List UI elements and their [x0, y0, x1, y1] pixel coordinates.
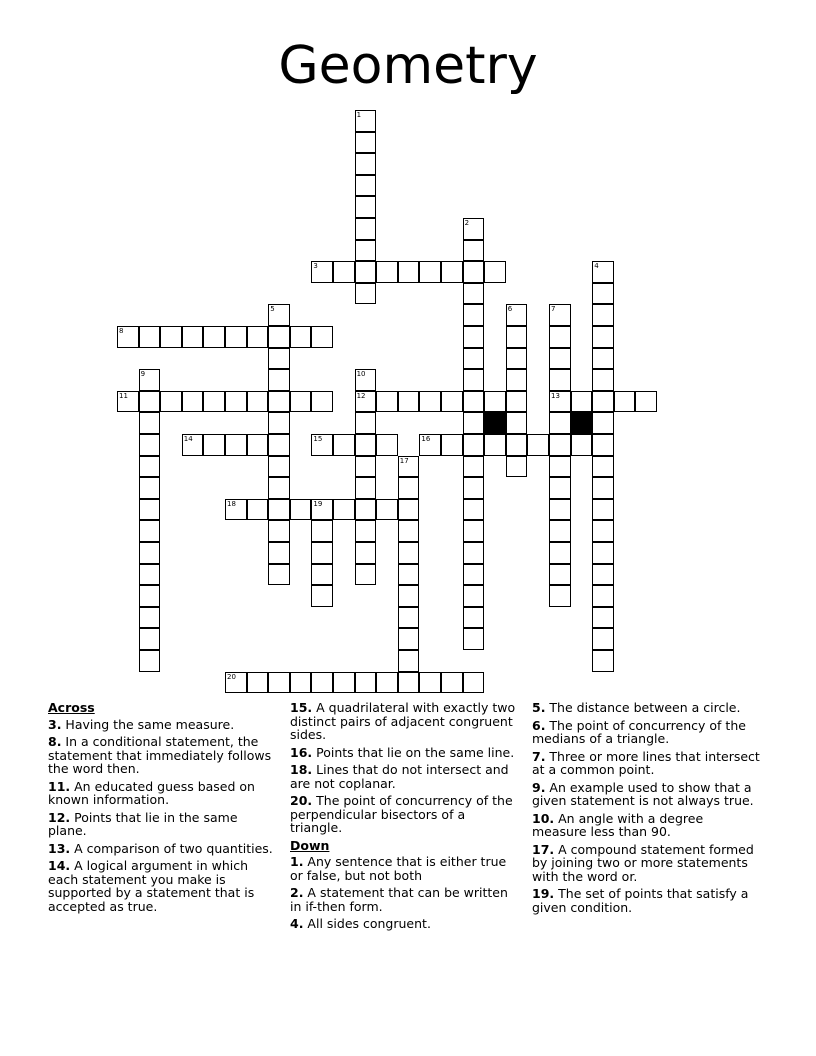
- across-clue-list: [48, 718, 276, 914]
- grid-cell[interactable]: [225, 499, 247, 521]
- down-clue-list-continued: [532, 701, 760, 914]
- grid-cell[interactable]: [635, 391, 657, 413]
- grid-cell[interactable]: [398, 520, 420, 542]
- grid-cell[interactable]: [355, 672, 377, 694]
- grid-cell[interactable]: [441, 391, 463, 413]
- clue-number: 2: [464, 219, 470, 227]
- grid-cell[interactable]: [311, 434, 333, 456]
- grid-cell[interactable]: [311, 391, 333, 413]
- grid-cell[interactable]: [463, 477, 485, 499]
- grid-cell[interactable]: [139, 391, 161, 413]
- clue-text: Points that lie in the same plane.: [48, 809, 238, 838]
- grid-cell[interactable]: [463, 542, 485, 564]
- clue-number-label: 12.: [48, 809, 71, 825]
- grid-cell[interactable]: [203, 434, 225, 456]
- grid-cell[interactable]: [463, 672, 485, 694]
- grid-cell[interactable]: [549, 456, 571, 478]
- grid-cell[interactable]: [203, 326, 225, 348]
- clue-text: All sides congruent.: [303, 916, 431, 931]
- clue: [290, 794, 518, 835]
- grid-cell[interactable]: [463, 218, 485, 240]
- clue-text: An example used to show that a given statement is not always true.: [532, 779, 754, 808]
- clue-text: A statement that can be written in if-then form.: [290, 885, 508, 914]
- grid-cell[interactable]: [290, 672, 312, 694]
- grid-cell[interactable]: [160, 326, 182, 348]
- grid-cell[interactable]: [549, 326, 571, 348]
- grid-cell[interactable]: [268, 326, 290, 348]
- grid-cell[interactable]: [463, 326, 485, 348]
- grid-cell[interactable]: [376, 499, 398, 521]
- grid-cell[interactable]: [506, 304, 528, 326]
- grid-cell[interactable]: [182, 391, 204, 413]
- clue-number: 5: [270, 305, 275, 314]
- clue: [532, 781, 760, 808]
- grid-cell[interactable]: [355, 412, 377, 434]
- grid-cell[interactable]: [484, 391, 506, 413]
- grid-cell[interactable]: [182, 326, 204, 348]
- clue-text: A quadrilateral with exactly two distinct pairs of adjacent congruent sides.: [290, 700, 516, 742]
- grid-cell[interactable]: [398, 650, 420, 672]
- clue-number: 15: [313, 435, 323, 443]
- grid-cell[interactable]: [506, 391, 528, 413]
- grid-cell[interactable]: [311, 261, 333, 283]
- clue-number-label: 1.: [290, 854, 304, 869]
- grid-cell[interactable]: [355, 196, 377, 218]
- grid-cell[interactable]: [333, 499, 355, 521]
- clue-number-label: 17.: [532, 841, 555, 857]
- grid-cell[interactable]: [376, 261, 398, 283]
- grid-cell[interactable]: [549, 434, 571, 456]
- grid-cell[interactable]: [419, 261, 441, 283]
- grid-cell[interactable]: [355, 175, 377, 197]
- down-heading: Down: [290, 837, 330, 853]
- grid-cell[interactable]: [355, 240, 377, 262]
- clue-number-label: 4.: [290, 916, 304, 931]
- clue-number: 16: [421, 435, 431, 443]
- clues-column-1: [48, 701, 276, 917]
- grid-cell[interactable]: [549, 585, 571, 607]
- grid-cell[interactable]: [139, 369, 161, 391]
- grid-cell[interactable]: [398, 672, 420, 694]
- down-clue-list: [290, 855, 518, 931]
- grid-cell[interactable]: [333, 672, 355, 694]
- grid-cell[interactable]: [463, 348, 485, 370]
- grid-cell[interactable]: [311, 326, 333, 348]
- grid-cell[interactable]: [247, 499, 269, 521]
- clue: [48, 842, 276, 856]
- clue: [48, 718, 276, 732]
- clue-number: 13: [551, 391, 560, 400]
- grid-cell[interactable]: [463, 283, 485, 305]
- grid-cell[interactable]: [355, 153, 377, 175]
- clue-number: 20: [227, 672, 236, 681]
- grid-cell[interactable]: [247, 434, 269, 456]
- clue-number: 14: [183, 435, 193, 443]
- grid-cell[interactable]: [463, 607, 485, 629]
- clue: [48, 811, 276, 838]
- clue-number: 6: [507, 305, 513, 314]
- clue: [290, 886, 518, 913]
- grid-cell[interactable]: [139, 628, 161, 650]
- grid-cell[interactable]: [549, 391, 571, 413]
- grid-cell[interactable]: [398, 456, 420, 478]
- grid-cell[interactable]: [139, 520, 161, 542]
- grid-cell[interactable]: [549, 542, 571, 564]
- clue-number-label: 20.: [290, 793, 313, 808]
- clue-number-label: 19.: [532, 886, 555, 901]
- clue: [290, 917, 518, 931]
- grid-cell[interactable]: [268, 564, 290, 586]
- grid-cell[interactable]: [311, 564, 333, 586]
- grid-cell[interactable]: [355, 369, 377, 391]
- grid-cell[interactable]: [268, 520, 290, 542]
- grid-cell[interactable]: [139, 499, 161, 521]
- clue-number: 19: [313, 499, 323, 508]
- grid-cell[interactable]: [139, 564, 161, 586]
- clue-number: 10: [356, 370, 366, 379]
- grid-cell[interactable]: [592, 369, 614, 391]
- clue-number: 8: [119, 327, 124, 335]
- grid-cell[interactable]: [463, 412, 485, 434]
- grid-cell[interactable]: [398, 261, 420, 283]
- clue-number: 9: [140, 370, 146, 379]
- clue-number-label: 2.: [290, 885, 304, 900]
- grid-cell[interactable]: [592, 391, 614, 413]
- clue-text: A comparison of two quantities.: [70, 840, 273, 856]
- clue: [48, 859, 276, 913]
- grid-cell[interactable]: [203, 391, 225, 413]
- grid-cell[interactable]: [592, 283, 614, 305]
- grid-cell[interactable]: [247, 391, 269, 413]
- grid-cell[interactable]: [311, 499, 333, 521]
- grid-cell[interactable]: [549, 348, 571, 370]
- grid-cell[interactable]: [592, 607, 614, 629]
- grid-cell[interactable]: [506, 456, 528, 478]
- clues-column-3: [532, 701, 760, 918]
- grid-cell[interactable]: [247, 672, 269, 694]
- clue-text: A logical argument in which each statement you make is supported by a statement that is accepted as true.: [48, 858, 255, 914]
- clue-text: Any sentence that is either true or false, but not both: [290, 854, 507, 883]
- grid-cell[interactable]: [355, 520, 377, 542]
- grid-cell[interactable]: [376, 434, 398, 456]
- grid-cell[interactable]: [225, 672, 247, 694]
- grid-cell[interactable]: [355, 477, 377, 499]
- clue-text: Points that lie on the same line.: [312, 744, 515, 760]
- grid-cell[interactable]: [398, 542, 420, 564]
- clues-column-2: [290, 701, 518, 935]
- clue: [532, 843, 760, 884]
- grid-cell[interactable]: [549, 304, 571, 326]
- clue-text: An angle with a degree measure less than 90.: [532, 810, 704, 839]
- grid-cell[interactable]: [355, 218, 377, 240]
- grid-cell[interactable]: [592, 434, 614, 456]
- grid-cell[interactable]: [139, 585, 161, 607]
- grid-cell[interactable]: [592, 348, 614, 370]
- grid-cell[interactable]: [139, 326, 161, 348]
- grid-cell[interactable]: [571, 391, 593, 413]
- clue-text: A compound statement formed by joining two or more statements with the word or.: [532, 841, 754, 884]
- grid-cell[interactable]: [268, 477, 290, 499]
- grid-cell[interactable]: [441, 434, 463, 456]
- clue-number: 7: [551, 305, 556, 314]
- grid-cell[interactable]: [117, 326, 139, 348]
- grid-cell[interactable]: [182, 434, 204, 456]
- grid-cell[interactable]: [506, 369, 528, 391]
- grid-cell[interactable]: [592, 304, 614, 326]
- grid-cell[interactable]: [333, 261, 355, 283]
- grid-cell[interactable]: [268, 434, 290, 456]
- grid-cell[interactable]: [463, 456, 485, 478]
- clue: [290, 746, 518, 760]
- grid-cell[interactable]: [268, 456, 290, 478]
- grid-cell[interactable]: [549, 412, 571, 434]
- grid-cell[interactable]: [463, 304, 485, 326]
- clue-text: An educated guess based on known information.: [48, 778, 255, 807]
- grid-cell[interactable]: [398, 499, 420, 521]
- clue: [532, 719, 760, 746]
- grid-cell[interactable]: [225, 391, 247, 413]
- grid-cell[interactable]: [441, 672, 463, 694]
- grid-cell[interactable]: [592, 412, 614, 434]
- clue-number: 17: [399, 456, 409, 465]
- grid-cell[interactable]: [592, 650, 614, 672]
- grid-cell[interactable]: [398, 628, 420, 650]
- grid-cell[interactable]: [355, 283, 377, 305]
- grid-cell[interactable]: [139, 650, 161, 672]
- grid-cell[interactable]: [506, 326, 528, 348]
- grid-cell[interactable]: [268, 412, 290, 434]
- clue: [290, 701, 518, 742]
- grid-cell[interactable]: [311, 520, 333, 542]
- clue-number: 18: [227, 499, 236, 508]
- clue: [532, 750, 760, 777]
- clue-number: 4: [594, 262, 599, 271]
- clue: [532, 701, 760, 715]
- grid-cell[interactable]: [117, 391, 139, 413]
- grid-cell[interactable]: [592, 585, 614, 607]
- clue-text: The distance between a circle.: [545, 700, 741, 715]
- grid-cell[interactable]: [355, 132, 377, 154]
- grid-cell[interactable]: [463, 434, 485, 456]
- grid-cell[interactable]: [592, 261, 614, 283]
- grid-cell[interactable]: [355, 564, 377, 586]
- page-title: Geometry: [278, 36, 538, 96]
- grid-cell[interactable]: [592, 499, 614, 521]
- grid-cell[interactable]: [614, 391, 636, 413]
- grid-cell[interactable]: [463, 391, 485, 413]
- clue-text: The set of points that satisfy a given condition.: [532, 886, 749, 915]
- grid-cell[interactable]: [506, 412, 528, 434]
- grid-cell[interactable]: [484, 261, 506, 283]
- grid-cell[interactable]: [268, 499, 290, 521]
- clue: [290, 855, 518, 882]
- grid-cell[interactable]: [268, 672, 290, 694]
- clue-number-label: 7.: [532, 748, 546, 764]
- grid-cell[interactable]: [290, 391, 312, 413]
- black-square: [484, 412, 506, 434]
- clue-number-label: 8.: [48, 734, 62, 749]
- grid-cell[interactable]: [355, 391, 377, 413]
- clue-number-label: 9.: [532, 779, 546, 795]
- grid-cell[interactable]: [139, 434, 161, 456]
- clue-number-label: 15.: [290, 700, 313, 715]
- grid-cell[interactable]: [268, 304, 290, 326]
- grid-cell[interactable]: [463, 585, 485, 607]
- grid-cell[interactable]: [376, 672, 398, 694]
- grid-cell[interactable]: [463, 261, 485, 283]
- grid-cell[interactable]: [549, 499, 571, 521]
- grid-cell[interactable]: [398, 391, 420, 413]
- grid-cell[interactable]: [290, 499, 312, 521]
- grid-cell[interactable]: [355, 542, 377, 564]
- grid-cell[interactable]: [355, 456, 377, 478]
- clue: [532, 812, 760, 839]
- clue-text: In a conditional statement, the statement that immediately follows the word then.: [48, 734, 272, 776]
- grid-cell[interactable]: [549, 564, 571, 586]
- grid-cell[interactable]: [225, 326, 247, 348]
- grid-cell[interactable]: [398, 477, 420, 499]
- grid-cell[interactable]: [160, 391, 182, 413]
- clue-number-label: 14.: [48, 858, 71, 873]
- grid-cell[interactable]: [139, 542, 161, 564]
- grid-cell[interactable]: [463, 520, 485, 542]
- grid-cell[interactable]: [247, 326, 269, 348]
- grid-cell[interactable]: [484, 434, 506, 456]
- grid-cell[interactable]: [311, 672, 333, 694]
- grid-cell[interactable]: [463, 369, 485, 391]
- across-heading: Across: [48, 700, 95, 715]
- across-clue-list-continued: [290, 701, 518, 835]
- grid-cell[interactable]: [376, 391, 398, 413]
- grid-cell[interactable]: [268, 369, 290, 391]
- grid-cell[interactable]: [506, 348, 528, 370]
- grid-cell[interactable]: [355, 110, 377, 132]
- clue-number-label: 11.: [48, 778, 71, 794]
- grid-cell[interactable]: [398, 607, 420, 629]
- grid-cell[interactable]: [463, 564, 485, 586]
- clue: [48, 780, 276, 807]
- grid-cell[interactable]: [506, 434, 528, 456]
- grid-cell[interactable]: [268, 391, 290, 413]
- grid-cell[interactable]: [139, 607, 161, 629]
- grid-cell[interactable]: [463, 499, 485, 521]
- grid-cell[interactable]: [592, 520, 614, 542]
- grid-cell[interactable]: [592, 477, 614, 499]
- grid-cell[interactable]: [333, 434, 355, 456]
- grid-cell[interactable]: [592, 326, 614, 348]
- grid-cell[interactable]: [268, 348, 290, 370]
- grid-cell[interactable]: [549, 369, 571, 391]
- grid-cell[interactable]: [571, 434, 593, 456]
- clue-number: 12: [356, 391, 366, 400]
- grid-cell[interactable]: [355, 499, 377, 521]
- clue: [532, 887, 760, 914]
- grid-cell[interactable]: [419, 672, 441, 694]
- clue-number: 3: [313, 262, 318, 271]
- grid-cell[interactable]: [398, 564, 420, 586]
- grid-cell[interactable]: [463, 240, 485, 262]
- grid-cell[interactable]: [139, 456, 161, 478]
- clue-number-label: 10.: [532, 810, 555, 826]
- grid-cell[interactable]: [290, 326, 312, 348]
- grid-cell[interactable]: [592, 456, 614, 478]
- black-square: [571, 412, 593, 434]
- clue: [48, 735, 276, 776]
- clue-number-label: 3.: [48, 716, 62, 732]
- clue-text: Three or more lines that intersect at a common point.: [532, 748, 760, 777]
- clue-number-label: 6.: [532, 717, 546, 733]
- clue-text: Lines that do not intersect and are not coplanar.: [290, 762, 509, 791]
- grid-cell[interactable]: [527, 434, 549, 456]
- grid-cell[interactable]: [549, 477, 571, 499]
- clue-number-label: 18.: [290, 762, 313, 777]
- grid-cell[interactable]: [398, 585, 420, 607]
- clue-number: 11: [119, 391, 128, 400]
- grid-cell[interactable]: [139, 477, 161, 499]
- grid-cell[interactable]: [549, 520, 571, 542]
- grid-cell[interactable]: [419, 434, 441, 456]
- grid-cell[interactable]: [355, 434, 377, 456]
- clue-number-label: 5.: [532, 700, 546, 715]
- clue-text: The point of concurrency of the medians of a triangle.: [532, 717, 746, 746]
- grid-cell[interactable]: [419, 391, 441, 413]
- grid-cell[interactable]: [592, 564, 614, 586]
- grid-cell[interactable]: [311, 542, 333, 564]
- clue-text: Having the same measure.: [61, 716, 235, 732]
- clue-text: The point of concurrency of the perpendicular bisectors of a triangle.: [290, 793, 513, 835]
- grid-cell[interactable]: [592, 628, 614, 650]
- grid-cell[interactable]: [592, 542, 614, 564]
- grid-cell[interactable]: [268, 542, 290, 564]
- grid-cell[interactable]: [225, 434, 247, 456]
- clue-number: 1: [356, 111, 362, 119]
- grid-cell[interactable]: [355, 261, 377, 283]
- grid-cell[interactable]: [139, 412, 161, 434]
- clue-number-label: 16.: [290, 744, 313, 760]
- grid-cell[interactable]: [441, 261, 463, 283]
- grid-cell[interactable]: [463, 628, 485, 650]
- clue: [290, 763, 518, 790]
- grid-cell[interactable]: [311, 585, 333, 607]
- clue-number-label: 13.: [48, 840, 71, 856]
